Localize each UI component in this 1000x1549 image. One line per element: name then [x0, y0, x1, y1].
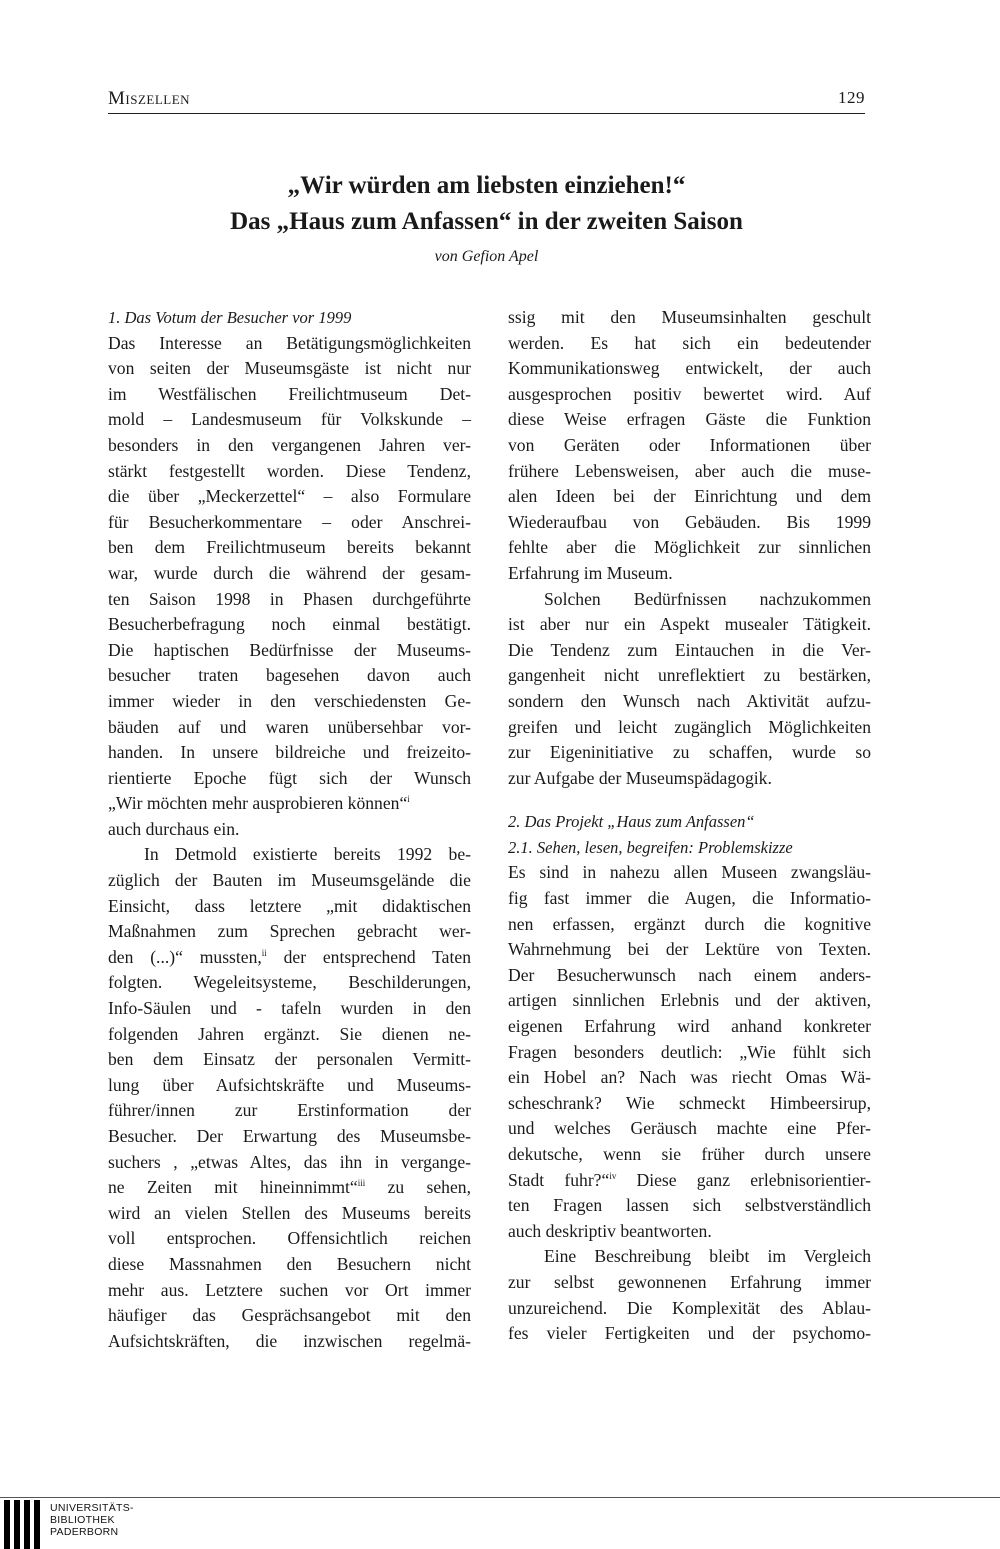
paragraph-1 [108, 331, 471, 843]
text-line: häufiger das Gesprächsangebot mit den [108, 1305, 471, 1326]
text-line: folgenden Jahren ergänzt. Sie dienen ne- [108, 1023, 471, 1044]
text-line: diese Weise erfragen Gäste die Funktion [508, 409, 871, 430]
text-line: von seiten der Museumsgäste ist nicht nur [108, 358, 471, 379]
text-line: auch deskriptiv beantworten. [508, 1220, 712, 1241]
byline: von Gefion Apel [434, 248, 539, 265]
text-line: fig fast immer die Augen, die Informatio- [508, 888, 871, 909]
text-line: besonders in den vergangenen Jahren ver- [108, 434, 471, 455]
text-line: greifen und leicht zugänglich Möglichkeiten [508, 716, 871, 737]
text-line: Das Interesse an Betätigungsmöglichkeiten [108, 332, 471, 353]
text-line: „Wir möchten mehr ausprobieren können“$^i$ [108, 793, 410, 814]
text-line: ne Zeiten mit hineinnimmt“$^{iii}$ zu sehen, [108, 1177, 471, 1198]
text-line: auch durchaus ein. [108, 818, 240, 839]
text-line: die über „Meckerzettel“ – also Formulare [108, 486, 471, 507]
paragraph-4 [508, 860, 871, 1244]
text-line: Eine Beschreibung bleibt im Vergleich [544, 1246, 871, 1267]
library-name: UNIVERSITÄTS- BIBLIOTHEK PADERBORN [50, 1502, 134, 1538]
text-line: nen erfassen, ergänzt durch die kognitive [508, 913, 871, 934]
section-heading-2-1: 2.1. Sehen, lesen, begreifen: Problemskizze [508, 837, 793, 857]
left-column [108, 305, 471, 1354]
footnote-ref: iii [357, 1178, 366, 1189]
text-line: zur selbst gewonnenen Erfahrung immer [508, 1271, 871, 1292]
text-line: zur Aufgabe der Museumspädagogik. [508, 767, 772, 788]
footnote-ref: ii [261, 947, 267, 958]
text-line: alen Ideen bei der Einrichtung und dem [508, 486, 871, 507]
text-line: besucher traten bagesehen davon auch [108, 665, 471, 686]
text-line: den (...)“ mussten,$^{ii}$ der entsprechend Taten [108, 946, 471, 967]
text-line: Wahrnehmung bei der Lektüre von Texten. [508, 939, 871, 960]
title-line-2: Das „Haus zum Anfassen“ in der zweiten Saison [230, 208, 743, 235]
paragraph-2 [108, 842, 471, 1354]
text-line: bäuden auf und waren unübersehbar vor- [108, 716, 471, 737]
text-line: Es sind in nahezu allen Museen zwangsläu- [508, 862, 871, 883]
library-logo [0, 1500, 160, 1549]
text-line: von Geräten oder Informationen über [508, 434, 871, 455]
text-line: wird an vielen Stellen des Museums bereits [108, 1202, 471, 1223]
text-line: Fragen besonders deutlich: „Wie fühlt sich [508, 1041, 871, 1062]
text-line: ssig mit den Museumsinhalten geschult [508, 307, 871, 327]
text-line: Solchen Bedürfnissen nachzukommen [544, 588, 871, 609]
text-line: und welches Geräusch machte eine Pfer- [508, 1118, 871, 1139]
text-line: dekutsche, wenn sie früher durch unsere [508, 1144, 871, 1164]
section-heading-2: 2. Das Projekt „Haus zum Anfassen“ [508, 812, 755, 832]
text-line: handen. In unsere bildreiche und freizeito- [108, 742, 471, 763]
paragraph-continued [508, 305, 871, 587]
text-line: voll entsprochen. Offensichtlich reichen [108, 1228, 471, 1249]
text-line: diese Massnahmen den Besuchern nicht [108, 1253, 471, 1274]
section-title: Miszellen [108, 88, 191, 109]
paragraph-5 [508, 1244, 871, 1346]
footer-rule [0, 1497, 1000, 1498]
text-line: rientierte Epoche fügt sich der Wunsch [108, 767, 471, 788]
text-line: In Detmold existierte bereits 1992 be- [144, 844, 471, 865]
text-line: immer wieder in den verschiedensten Ge- [108, 690, 471, 711]
text-line: scheschrank? Wie schmeckt Himbeersirup, [508, 1092, 871, 1113]
text-line: lung über Aufsichtskräfte und Museums- [108, 1074, 471, 1095]
text-line: Kommunikationsweg entwickelt, der auch [508, 358, 871, 379]
text-line: mehr aus. Letztere suchen vor Ort immer [108, 1279, 471, 1300]
text-line: ten Fragen lassen sich selbstverständlich [508, 1195, 871, 1216]
text-line: fes vieler Fertigkeiten und der psychomo- [508, 1323, 871, 1344]
text-line: Maßnahmen zum Sprechen gebracht wer- [108, 921, 471, 942]
text-line: mold – Landesmuseum für Volkskunde – [108, 409, 471, 430]
text-line: frühere Lebensweisen, aber auch die muse- [508, 460, 871, 481]
text-line: Die haptischen Bedürfnisse der Museums- [108, 639, 471, 660]
text-line: unzureichend. Die Komplexität des Ablau- [508, 1297, 871, 1318]
text-line: ben dem Einsatz der personalen Vermitt- [108, 1049, 471, 1070]
text-line: zur Eigeninitiative zu schaffen, wurde so [508, 742, 871, 763]
text-line: Der Besucherwunsch nach einem anders- [508, 964, 871, 985]
text-line: führer/innen zur Erstinformation der [108, 1100, 471, 1121]
text-line: artigen sinnlichen Erlebnis und der aktiven, [508, 990, 871, 1011]
text-line: ist aber nur ein Aspekt musealer Tätigkeit. [508, 614, 871, 635]
text-line: ausgesprochen positiv bewertet wird. Auf [508, 383, 871, 404]
barcode-icon [0, 1500, 50, 1549]
text-line: Die Tendenz zum Eintauchen in die Ver- [508, 639, 871, 660]
text-line: Besucher. Der Erwartung des Museumsbe- [108, 1126, 471, 1146]
page-number: 129 [838, 88, 865, 107]
text-line: Einsicht, dass letztere „mit didaktischen [108, 895, 471, 916]
article-title [108, 168, 865, 240]
running-head [108, 88, 865, 114]
text-line: Info-Säulen und - tafeln wurden in den [108, 998, 471, 1019]
text-line: Aufsichtskräften, die inzwischen regelmä- [108, 1330, 471, 1351]
title-line-1: „Wir würden am liebsten einziehen!“ [287, 172, 686, 199]
text-line: suchers , „etwas Altes, das ihn in vergange- [108, 1151, 471, 1172]
text-line: ben dem Freilichtmuseum bereits bekannt [108, 537, 471, 558]
text-line: ein Hobel an? Nach was riecht Omas Wä- [508, 1067, 871, 1088]
text-line: stärkt festgestellt worden. Diese Tendenz, [108, 460, 471, 481]
text-line: Stadt fuhr?“$^{iv}$ Diese ganz erlebnisorientier- [508, 1169, 872, 1190]
text-line: für Besucherkommentare – oder Anschrei- [108, 511, 471, 532]
right-column [508, 305, 871, 1347]
section-heading-1: 1. Das Votum der Besucher vor 1999 [108, 308, 352, 327]
text-line: sondern den Wunsch nach Aktivität aufzu- [508, 690, 871, 711]
text-line: war, wurde durch die während der gesam- [108, 562, 471, 583]
text-line: Wiederaufbau von Gebäuden. Bis 1999 [508, 511, 871, 532]
text-line: im Westfälischen Freilichtmuseum Det- [108, 383, 471, 404]
text-line: werden. Es hat sich ein bedeutender [508, 332, 871, 353]
text-line: ten Saison 1998 in Phasen durchgeführte [108, 588, 471, 609]
text-line: gangenheit nicht unreflektiert zu bestärken, [508, 665, 871, 686]
text-line: fehlte aber die Möglichkeit zur sinnlichen [508, 537, 871, 558]
text-line: züglich der Bauten im Museumsgelände die [108, 870, 471, 891]
text-line: Erfahrung im Museum. [508, 562, 673, 583]
text-line: Besucherbefragung noch einmal bestätigt. [108, 614, 471, 635]
footnote-ref: iv [609, 1170, 617, 1181]
paragraph-3 [508, 587, 871, 792]
text-line: eigenen Erfahrung wird anhand konkreter [508, 1016, 871, 1037]
text-line: folgten. Wegeleitsysteme, Beschilderungen, [108, 972, 471, 993]
footnote-ref: i [407, 794, 410, 805]
